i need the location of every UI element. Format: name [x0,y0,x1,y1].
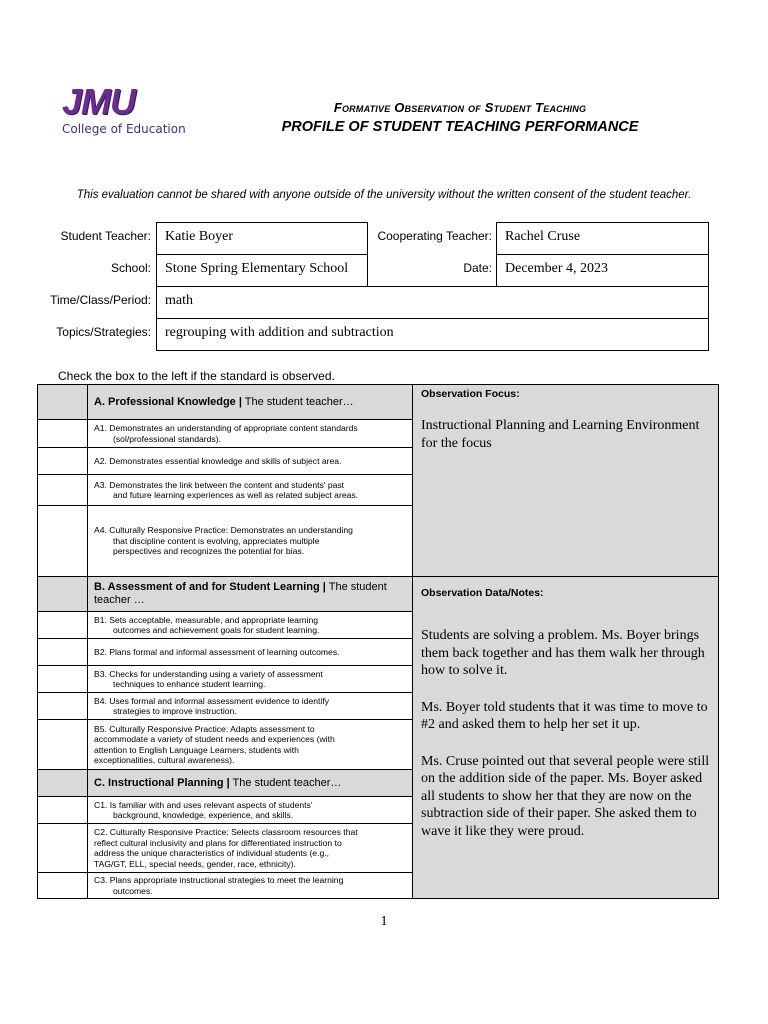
standard-b3: B3. Checks for understanding using a variety of assessment techniques to enhance student learning. [88,666,413,693]
topics-strategies-label: Topics/Strategies: [56,325,151,339]
section-b-check-cell [38,577,88,612]
date-label: Date: [463,261,492,275]
b5-checkbox[interactable] [38,720,88,770]
a4-checkbox[interactable] [38,506,88,577]
college-of-education-label: College of Education [62,122,186,136]
observation-note-2: Ms. Boyer told students that it was time to move to #2 and asked them to help her set it up. [421,699,708,732]
cooperating-teacher-label: Cooperating Teacher: [377,229,492,243]
time-class-period-field[interactable]: math [156,286,709,319]
b4-checkbox[interactable] [38,693,88,720]
standards-table [37,384,719,899]
a2-checkbox[interactable] [38,448,88,475]
standard-b2: B2. Plans formal and informal assessment of learning outcomes. [88,639,413,666]
observation-notes-cell [413,577,719,899]
b3-checkbox[interactable] [38,666,88,693]
standard-a2: A2. Demonstrates essential knowledge and skills of subject area. [88,448,413,475]
form-subtitle: PROFILE OF STUDENT TEACHING PERFORMANCE [281,119,639,135]
standard-a4: A4. Culturally Responsive Practice: Demonstrates an understanding that discipline content is evolving, appreciates multiple perspectives and recognizes the potential for bias. [88,506,413,577]
a3-checkbox[interactable] [38,475,88,506]
a1-checkbox[interactable] [38,420,88,448]
section-b-header: B. Assessment of and for Student Learning | The student teacher … [88,577,413,612]
standard-c2: C2. Culturally Responsive Practice: Selects classroom resources that reflect cultural inclusivity and plans for differentiated instruction to address the unique characteristics of individual students (e.g., TAG/GT, ELL, special needs, gender, race, ethnicity). [88,824,413,873]
observation-focus-label: Observation Focus: [421,388,520,400]
b1-checkbox[interactable] [38,612,88,639]
standard-a3: A3. Demonstrates the link between the content and students' past and future learning experiences as well as related subject areas. [88,475,413,506]
standard-b5: B5. Culturally Responsive Practice: Adapts assessment to accommodate a variety of student needs and experiences (with attention to English Language Learners, students with exceptionalities, cultural awareness). [88,720,413,770]
topics-strategies-field[interactable]: regrouping with addition and subtraction [156,318,709,351]
b2-checkbox[interactable] [38,639,88,666]
observation-note-3: Ms. Cruse pointed out that several people were still on the addition side of the paper. Ms. Boyer asked all students to show her that they are now on the subtraction side of their paper. She asked them to wave it like they were proud. [421,753,710,839]
c1-checkbox[interactable] [38,797,88,824]
school-label: School: [110,261,151,275]
observation-note-1: Students are solving a problem. Ms. Boyer brings them back together and has them walk her through how to solve it. [421,628,705,678]
student-teacher-label: Student Teacher: [60,229,151,243]
standard-b1: B1. Sets acceptable, measurable, and appropriate learning outcomes and achievement goals for student learning. [88,612,413,639]
student-teacher-field[interactable]: Katie Boyer [156,222,368,255]
c2-checkbox[interactable] [38,824,88,873]
observation-focus-text: Instructional Planning and Learning Environment for the focus [421,418,700,451]
time-class-period-label: Time/Class/Period: [50,293,151,307]
standard-c3: C3. Plans appropriate instructional strategies to meet the learning outcomes. [88,873,413,899]
check-instruction: Check the box to the left if the standard is observed. [58,369,335,383]
observation-notes-label: Observation Data/Notes: [421,587,544,599]
jmu-logo: JMU [62,81,136,122]
standard-c1: C1. Is familiar with and uses relevant aspects of students' background, knowledge, experience, and skills. [88,797,413,824]
standard-a1: A1. Demonstrates an understanding of appropriate content standards (sol/professional standards). [88,420,413,448]
consent-notice: This evaluation cannot be shared with anyone outside of the university without the written consent of the student teacher. [76,189,692,201]
standard-b4: B4. Uses formal and informal assessment evidence to identify strategies to improve instruction. [88,693,413,720]
page-number: 1 [380,914,388,929]
section-c-header: C. Instructional Planning | The student teacher… [88,770,413,797]
observation-focus-cell [413,385,719,577]
section-a-check-cell [38,385,88,420]
school-field[interactable]: Stone Spring Elementary School [156,254,368,287]
form-title: Formative Observation of Student Teaching [333,100,587,115]
section-a-header: A. Professional Knowledge | The student teacher… [88,385,413,420]
section-c-check-cell [38,770,88,797]
date-field[interactable]: December 4, 2023 [496,254,709,287]
c3-checkbox[interactable] [38,873,88,899]
cooperating-teacher-field[interactable]: Rachel Cruse [496,222,709,255]
